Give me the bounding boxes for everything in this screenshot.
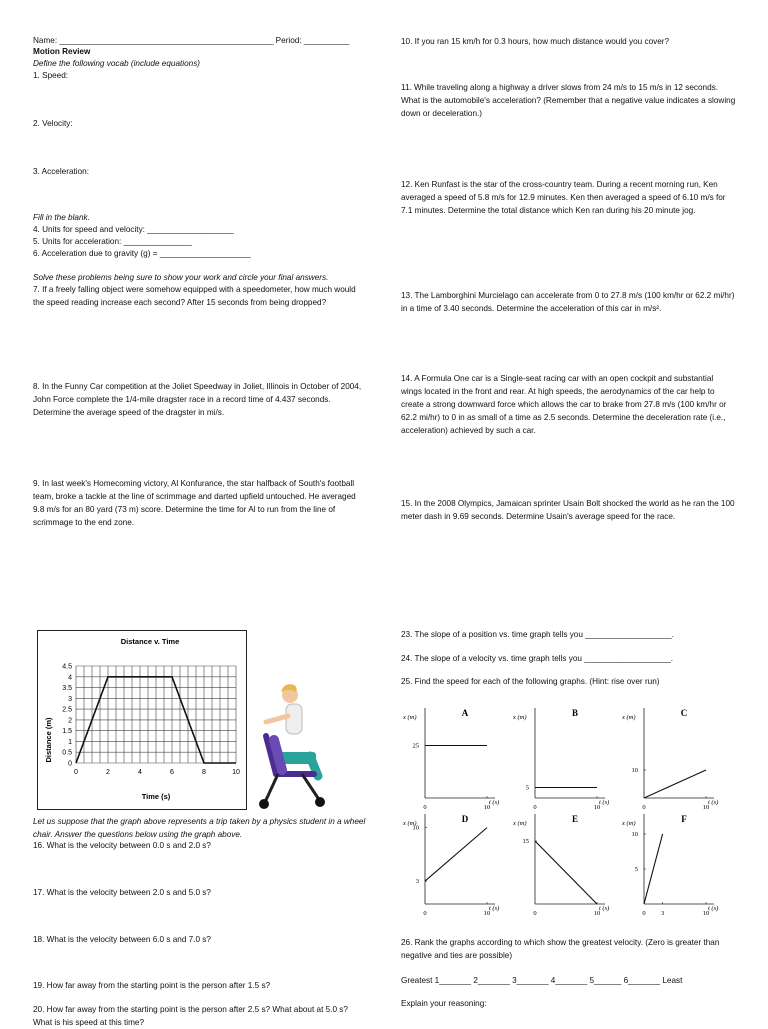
- x-tick-label: 10: [702, 910, 710, 917]
- y-axis-label: x (m): [403, 820, 417, 827]
- fill-blank-item-4: 4. Units for speed and velocity: ___________________: [33, 225, 234, 234]
- y-tick-label: 10: [412, 824, 419, 832]
- graph-line: [644, 770, 706, 798]
- question-14: 14. A Formula One car is a Single-seat racing car with an open cockpit and substantial wings located in the front and rear. At high speeds, the aerodynamics of the car help to create a strong downward force which allows the car to brake from 27.8 m/s (100 km/hr or 62.2 mi/hr) to 0 in as small of a time as 2.5 seconds. Determine the deceleration rate (i.e., acceleration) achieved by such a car.: [401, 374, 727, 435]
- vocab-velocity: 2. Velocity:: [33, 119, 73, 128]
- question-24: 24. The slope of a velocity vs. time graph tells you ___________________.: [401, 654, 674, 663]
- graph-panel-b: [512, 708, 609, 811]
- x-tick-label: 0: [423, 804, 427, 811]
- question-19: 19. How far away from the starting point is the person after 1.5 s?: [33, 981, 271, 990]
- x-tick-label: 10: [483, 804, 491, 811]
- question-10: 10. If you ran 15 km/h for 0.3 hours, how much distance would you cover?: [401, 37, 670, 46]
- question-23: 23. The slope of a position vs. time graph tells you ___________________.: [401, 630, 674, 639]
- y-axis-label: x (m): [403, 714, 417, 721]
- x-axis-label: t (s): [708, 905, 719, 912]
- y-tick-label: 2.5: [62, 706, 72, 714]
- y-axis-label: x (m): [513, 714, 527, 721]
- graph-panel-a: [402, 708, 499, 811]
- y-tick-label: 4: [68, 674, 72, 682]
- graph-panel-e: [512, 814, 609, 917]
- wheel-right: [315, 797, 325, 807]
- x-tick-label: 10: [593, 804, 601, 811]
- y-tick-label: 3: [68, 695, 72, 703]
- y-tick-label: 0.5: [62, 749, 72, 757]
- chart-ylabel: Distance (m): [44, 717, 53, 763]
- wheel-left: [259, 799, 269, 809]
- question-17: 17. What is the velocity between 2.0 s and 5.0 s?: [33, 888, 211, 897]
- question-16: 16. What is the velocity between 0.0 s and 2.0 s?: [33, 841, 211, 850]
- y-tick-label: 10: [631, 767, 638, 774]
- chart-xlabel: Time (s): [141, 792, 171, 801]
- distance-time-chart: [37, 630, 247, 810]
- y-axis-label: x (m): [622, 714, 636, 721]
- ranking-line: Greatest 1_______ 2_______ 3_______ 4_______ 5______ 6_______ Least: [401, 976, 683, 985]
- x-tick-label: 4: [138, 769, 142, 776]
- y-axis-label: x (m): [513, 820, 527, 827]
- graph-line: [425, 828, 487, 881]
- x-tick-label: 2: [106, 769, 110, 776]
- graphs-a-f: [398, 694, 740, 918]
- question-26: 26. Rank the graphs according to which show the greatest velocity. (Zero is greater than negative and ties are possible): [401, 938, 720, 960]
- panel-label: A: [461, 708, 469, 718]
- x-tick-label: 8: [202, 769, 206, 776]
- arm: [266, 716, 288, 722]
- x-tick-label: 0: [423, 910, 427, 917]
- explain-reasoning: Explain your reasoning:: [401, 999, 487, 1008]
- x-tick-label: 6: [170, 769, 174, 776]
- x-tick-label: 3: [660, 910, 665, 917]
- fill-blank-item-6: 6. Acceleration due to gravity (g) = ____________________: [33, 249, 251, 258]
- x-tick-label: 0: [533, 804, 537, 811]
- question-13: 13. The Lamborghini Murcielago can accelerate from 0 to 27.8 m/s (100 km/hr or 62.2 mi/hr) in a time of 3.40 seconds. Determine the acceleration of this car in m/s².: [401, 291, 735, 313]
- x-axis-label: t (s): [489, 905, 500, 912]
- wheelchair-legs: [266, 774, 318, 800]
- panel-label: F: [681, 814, 687, 824]
- x-tick-label: 10: [593, 910, 601, 917]
- y-tick-label: 3.5: [62, 685, 72, 693]
- x-tick-label: 10: [702, 804, 710, 811]
- y-tick-label: 3: [415, 878, 419, 886]
- vocab-instruction: Define the following vocab (include equations): [33, 59, 201, 68]
- y-tick-label: 2: [68, 717, 72, 725]
- x-tick-label: 0: [533, 910, 537, 917]
- fill-blank-instruction: Fill in the blank.: [33, 213, 90, 222]
- x-axis-label: t (s): [489, 799, 500, 806]
- x-axis-label: t (s): [708, 799, 719, 806]
- vocab-acceleration: 3. Acceleration:: [33, 167, 89, 176]
- vocab-speed: 1. Speed:: [33, 71, 69, 80]
- question-9: 9. In last week's Homecoming victory, Al Konfurance, the star halfback of South's football team, broke a tackle at the line of scrimmage and darted upfield untouched. He averaged 9.8 m/s for an 80 yard (73 m) score. Determine the time for Al to run from the line of scrimmage to the end zone.: [33, 479, 356, 527]
- fill-blank-item-5: 5. Units for acceleration: _______________: [33, 237, 192, 246]
- wheelchair-student-illustration: [252, 678, 332, 814]
- question-15: 15. In the 2008 Olympics, Jamaican sprinter Usain Bolt shocked the world as he ran the 100 meter dash in 9.69 seconds. Determine Usain's average speed for the race.: [401, 499, 735, 521]
- graph-panel-c: [621, 708, 718, 811]
- name-period-line: Name: _______________________________________________ Period: __________: [33, 36, 350, 45]
- shirt: [286, 704, 302, 734]
- chart-grid: [76, 666, 236, 763]
- graph-line: [535, 841, 597, 904]
- y-tick-label: 0: [68, 760, 72, 768]
- x-tick-label: 0: [642, 804, 646, 811]
- chart-title: Distance v. Time: [120, 637, 180, 646]
- question-25: 25. Find the speed for each of the following graphs. (Hint: rise over run): [401, 677, 660, 686]
- graph-caption: Let us suppose that the graph above represents a trip taken by a physics student in a wheel chair. Answer the questions below using the graph above.: [33, 817, 366, 839]
- y-axis-label: x (m): [622, 820, 636, 827]
- x-tick-label: 10: [232, 769, 240, 776]
- question-18: 18. What is the velocity between 6.0 s and 7.0 s?: [33, 935, 211, 944]
- panel-label: B: [571, 708, 579, 718]
- y-tick-label: 15: [522, 838, 529, 845]
- y-tick-label: 5: [525, 784, 529, 792]
- x-axis-label: t (s): [599, 799, 610, 806]
- x-axis-label: t (s): [599, 905, 610, 912]
- y-tick-label: 25: [412, 742, 419, 750]
- problems-instruction: Solve these problems being sure to show your work and circle your final answers.: [33, 273, 329, 282]
- graph-panel-d: [402, 814, 499, 917]
- y-tick-label: 5: [634, 866, 638, 873]
- x-tick-label: 10: [483, 910, 491, 917]
- y-tick-label: 1.5: [62, 728, 72, 736]
- x-tick-label: 0: [74, 769, 78, 776]
- y-tick-label: 10: [631, 831, 638, 838]
- question-20: 20. How far away from the starting point is the person after 2.5 s? What about at 5.0 s? What is his speed at this time?: [33, 1005, 348, 1027]
- graph-line: [644, 834, 663, 904]
- question-12: 12. Ken Runfast is the star of the cross-country team. During a recent morning run, Ken averaged a speed of 5.8 m/s for 12.9 minutes. Ken then averaged a speed of 6.10 m/s for 7.1 minutes. Determine the total distance which Ken ran during his 20 minute jog.: [401, 180, 726, 215]
- panel-label: C: [680, 708, 688, 718]
- panel-label: E: [571, 814, 579, 824]
- graph-panel-f: [621, 814, 718, 917]
- page-title: Motion Review: [33, 47, 91, 56]
- y-tick-label: 1: [68, 738, 72, 746]
- question-8: 8. In the Funny Car competition at the Joliet Speedway in Joliet, Illinois in October of 2004, John Force complete the 1/4-mile dragster race in a record time of 4.437 seconds. Determine the average speed of the dragster in mi/s.: [33, 382, 362, 417]
- y-tick-label: 4.5: [62, 663, 72, 671]
- panel-label: D: [461, 814, 469, 824]
- question-7: 7. If a freely falling object were somehow equipped with a speedometer, how much would the speed reading increase each second? After 15 seconds from being dropped?: [33, 285, 356, 307]
- x-tick-label: 0: [642, 910, 646, 917]
- question-11: 11. While traveling along a highway a driver slows from 24 m/s to 15 m/s in 12 seconds. What is the automobile's acceleration? (Remember that a negative value indicates a slowing down or deceleration.): [401, 83, 736, 118]
